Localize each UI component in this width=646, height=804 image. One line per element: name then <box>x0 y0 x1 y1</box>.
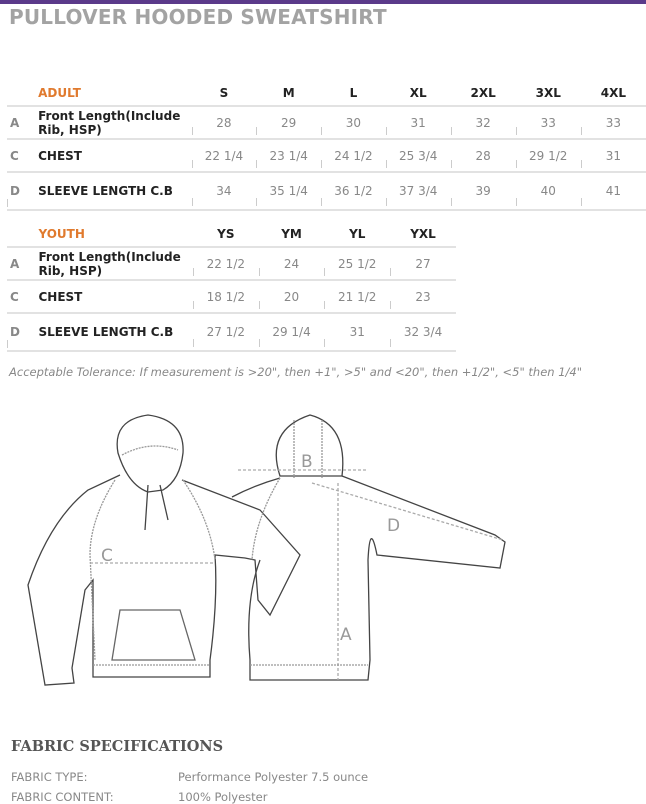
measurement-row <box>7 247 456 280</box>
size-header: 2XL <box>451 80 516 106</box>
size-header: 3XL <box>516 80 581 106</box>
measurement-letter: D <box>7 172 38 210</box>
size-header: L <box>321 80 386 106</box>
measurement-row <box>7 106 646 139</box>
measurement-label: Front Length(Include Rib, HSP) <box>38 247 193 280</box>
measurement-label: CHEST <box>38 280 193 313</box>
measurement-value: 35 1/4 <box>256 172 321 210</box>
diagram-label-b: B <box>301 452 313 472</box>
measurement-value: 29 1/4 <box>259 313 325 351</box>
measurement-letter: D <box>7 313 38 351</box>
measurement-value: 27 1/2 <box>193 313 259 351</box>
measurement-value: 25 1/2 <box>324 247 390 280</box>
size-header: XL <box>386 80 451 106</box>
fabric-specifications-heading: FABRIC SPECIFICATIONS <box>11 738 224 755</box>
measurement-value: 23 1/4 <box>256 139 321 172</box>
measurement-label: CHEST <box>38 139 191 172</box>
measurement-label: SLEEVE LENGTH C.B <box>38 313 193 351</box>
measurement-value: 24 1/2 <box>321 139 386 172</box>
size-header: YXL <box>390 221 456 247</box>
fabric-content-value: 100% Polyester <box>178 790 268 804</box>
measurement-value: 41 <box>581 172 646 210</box>
size-header: YL <box>324 221 390 247</box>
measurement-value: 34 <box>192 172 257 210</box>
measurement-value: 39 <box>451 172 516 210</box>
section-label: ADULT <box>38 85 81 100</box>
measurement-value: 31 <box>324 313 390 351</box>
measurement-value: 29 <box>256 106 321 139</box>
measurement-row <box>7 139 646 172</box>
measurement-value: 18 1/2 <box>193 280 259 313</box>
measurement-value: 23 <box>390 280 456 313</box>
measurement-value: 32 3/4 <box>390 313 456 351</box>
measurement-value: 32 <box>451 106 516 139</box>
measurement-value: 25 3/4 <box>386 139 451 172</box>
measurement-value: 31 <box>581 139 646 172</box>
measurement-label: SLEEVE LENGTH C.B <box>38 172 191 210</box>
hoodie-diagram <box>0 395 646 705</box>
measurement-value: 37 3/4 <box>386 172 451 210</box>
measurement-value: 31 <box>386 106 451 139</box>
size-header: YS <box>193 221 259 247</box>
measurement-label: Front Length(Include Rib, HSP) <box>38 106 191 139</box>
measurement-letter: A <box>7 106 38 139</box>
measurement-letter: C <box>7 139 38 172</box>
measurement-value: 28 <box>192 106 257 139</box>
measurement-value: 22 1/4 <box>192 139 257 172</box>
measurement-value: 24 <box>259 247 325 280</box>
adult-size-table <box>7 80 646 211</box>
size-header: YM <box>259 221 325 247</box>
front-hoodie-drawing <box>28 415 300 685</box>
measurement-value: 22 1/2 <box>193 247 259 280</box>
measurement-value: 27 <box>390 247 456 280</box>
measurement-value: 30 <box>321 106 386 139</box>
measurement-value: 33 <box>516 106 581 139</box>
fabric-type-label: FABRIC TYPE: <box>11 770 88 784</box>
size-header: S <box>192 80 257 106</box>
measurement-letter: A <box>7 247 38 280</box>
measurement-row <box>7 313 456 351</box>
diagram-label-c: C <box>101 546 113 566</box>
size-header-row <box>7 221 456 247</box>
fabric-type-row <box>11 770 369 784</box>
measurement-row <box>7 280 456 313</box>
back-hoodie-drawing <box>232 415 505 680</box>
measurement-letter: C <box>7 280 38 313</box>
top-accent-bar <box>0 0 646 4</box>
measurement-value: 20 <box>259 280 325 313</box>
measurement-value: 36 1/2 <box>321 172 386 210</box>
section-label: YOUTH <box>38 226 85 241</box>
diagram-label-a: A <box>340 625 352 645</box>
tolerance-note: Acceptable Tolerance: If measurement is >20", then +1", >5" and <20", then +1/2", <5" then 1/4" <box>9 365 583 379</box>
measurement-value: 33 <box>581 106 646 139</box>
size-header-row <box>7 80 646 106</box>
fabric-content-row <box>11 790 268 804</box>
page-title: PULLOVER HOODED SWEATSHIRT <box>9 5 387 29</box>
fabric-type-value: Performance Polyester 7.5 ounce <box>178 770 369 784</box>
measurement-value: 29 1/2 <box>516 139 581 172</box>
measurement-row <box>7 172 646 210</box>
youth-size-table <box>7 221 456 352</box>
size-header: 4XL <box>581 80 646 106</box>
measurement-value: 21 1/2 <box>324 280 390 313</box>
size-header: M <box>256 80 321 106</box>
measurement-value: 28 <box>451 139 516 172</box>
fabric-content-label: FABRIC CONTENT: <box>11 790 114 804</box>
diagram-label-d: D <box>387 516 401 536</box>
measurement-value: 40 <box>516 172 581 210</box>
